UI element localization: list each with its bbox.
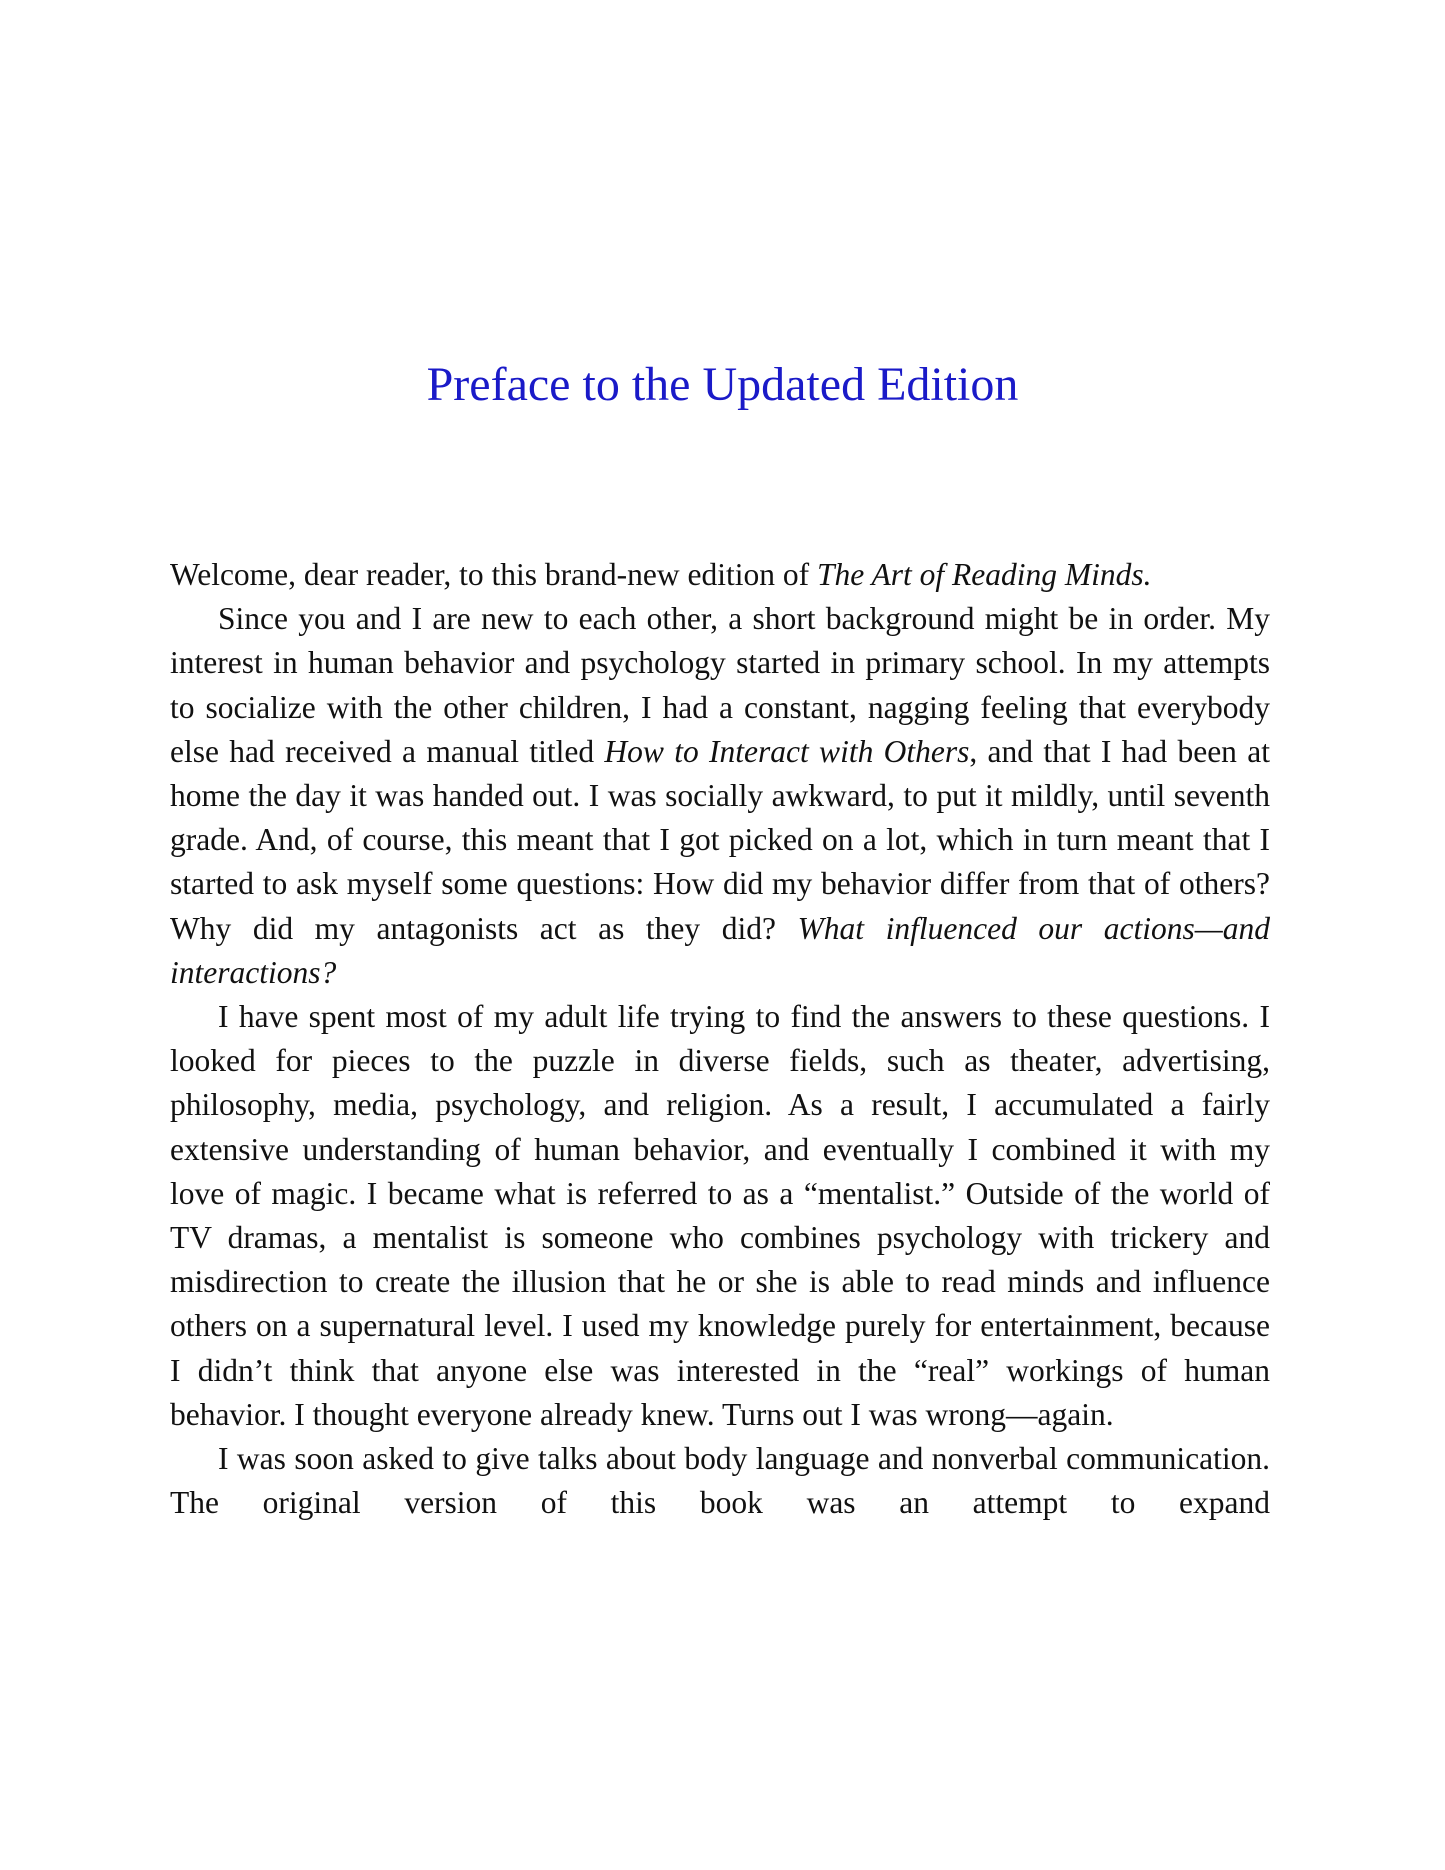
paragraph-text: I was soon asked to give talks about body language and nonverbal communication. The original version of this book was an attempt to expand: [170, 1441, 1270, 1521]
paragraph-3: [170, 995, 1270, 1437]
italic-text: .: [1143, 557, 1152, 592]
italic-text: The Art of Reading Minds: [816, 557, 1144, 592]
paragraph-text: , and that I had been at home the day it was handed out. I was socially awkward, to put it mildly, until seventh grade. And, of course, this meant that I got picked on a lot, which in turn meant that I started to ask myself some questions: How did my behavior differ from that of others? Why did my antagonists act as they did?: [170, 733, 1270, 946]
page-title: Preface to the Updated Edition: [426, 358, 1019, 411]
paragraph-text: I have spent most of my adult life trying to find the answers to these questions. I looked for pieces to the puzzle in diverse fields, such as theater, advertising, philosophy, media, psychology, and religion. As a result, I accumulated a fairly extensive understanding of human behavior, and eventually I combined it with my love of magic. I became what is referred to as a “mentalist.” Outside of the world of TV dramas, a mentalist is someone who combines psychology with trickery and misdirection to create the illusion that he or she is able to read minds and influence others on a supernatural level. I used my knowledge purely for entertainment, because I didn’t think that anyone else was interested in the “real” workings of human behavior. I thought everyone already knew. Turns out I was wrong—again.: [170, 999, 1270, 1432]
paragraph-1: [170, 553, 1270, 597]
italic-text: What influenced our actions—and interactions?: [170, 910, 1271, 990]
paragraph-text: Since you and I are new to each other, a short background might be in order. My interest in human behavior and psychology started in primary school. In my attempts to socialize with the other children, I had a constant, nagging feeling that everybody else had received a manual titled: [170, 601, 1270, 769]
paragraph-4: [170, 1437, 1270, 1525]
paragraph-2: [170, 597, 1270, 995]
body-text: [170, 553, 1270, 1525]
paragraph-text: Welcome, dear reader, to this brand-new edition of: [170, 557, 817, 592]
italic-text: How to Interact with Others: [604, 733, 970, 769]
